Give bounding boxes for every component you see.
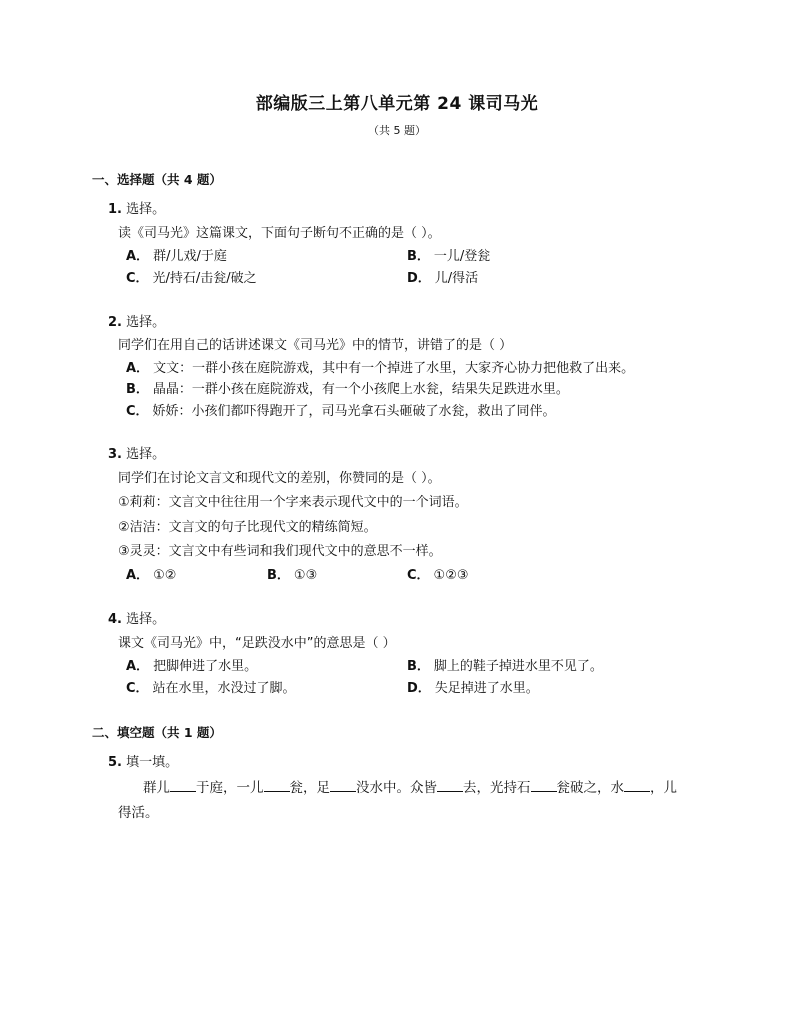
fill-in-passage-end: 得活。 (118, 805, 159, 821)
page-title: 部编版三上第八单元第 24 课司马光 (255, 94, 539, 114)
question-3-statement-2: ②洁洁：文言文的句子比现代文的精练简短。 (118, 520, 377, 535)
question-1-option-a (126, 245, 227, 264)
question-2-header (108, 311, 165, 330)
question-count: （共 5 题） (368, 124, 426, 137)
passage-segment: 群儿 (143, 780, 170, 796)
option-text: 娇娇：小孩们都吓得跑开了，司马光拿石头砸破了水瓮，救出了同伴。 (152, 404, 556, 419)
option-letter: D． (407, 271, 431, 286)
passage-segment: ，儿 (650, 780, 677, 796)
question-3-statement-1: ①莉莉：文言文中往往用一个字来表示现代文中的一个词语。 (118, 495, 468, 510)
passage-segment: 瓮，足 (289, 780, 330, 796)
section-heading-fill: 二、填空题（共 1 题） (92, 725, 222, 740)
passage-segment: 去，光持石 (463, 780, 531, 796)
question-4-stem: 课文《司马光》中，“足跌没水中”的意思是（ ） (118, 636, 396, 651)
question-3-statement-3: ③灵灵：文言文中有些词和我们现代文中的意思不一样。 (118, 544, 442, 559)
option-letter: C． (126, 681, 149, 696)
option-text: 把脚伸进了水里。 (153, 659, 258, 674)
question-1-option-c (126, 267, 257, 286)
fill-in-passage (143, 776, 677, 796)
option-letter: A． (126, 249, 150, 264)
question-1-option-b (407, 245, 490, 264)
option-text: ①②③ (433, 568, 469, 583)
option-letter: B． (267, 568, 290, 583)
question-number: 2. (108, 315, 122, 330)
option-text: ①② (153, 568, 177, 583)
blank-field[interactable] (264, 777, 290, 792)
question-2-option-c (126, 400, 556, 419)
option-letter: A． (126, 361, 150, 376)
blank-field[interactable] (330, 777, 356, 792)
question-3-stem: 同学们在讨论文言文和现代文的差别，你赞同的是（ ）。 (118, 471, 441, 486)
question-type: 填一填。 (126, 755, 179, 770)
option-text: 脚上的鞋子掉进水里不见了。 (433, 659, 603, 674)
option-letter: B． (126, 382, 149, 397)
question-4-option-a (126, 655, 257, 674)
question-3-header (108, 443, 165, 462)
question-4-option-d (407, 677, 539, 696)
passage-segment: 没水中。众皆 (356, 780, 437, 796)
blank-field[interactable] (170, 777, 196, 792)
question-number: 1. (108, 202, 122, 217)
question-number: 5. (108, 755, 122, 770)
option-text: ①③ (293, 568, 318, 583)
option-text: 一儿/登瓮 (433, 249, 491, 264)
question-4-option-c (126, 677, 296, 696)
option-letter: B． (407, 659, 430, 674)
question-4-header (108, 608, 165, 627)
option-text: 失足掉进了水里。 (434, 681, 539, 696)
option-letter: D． (407, 681, 431, 696)
blank-field[interactable] (624, 777, 650, 792)
option-text: 晶晶：一群小孩在庭院游戏，有一个小孩爬上水瓮，结果失足跌进水里。 (152, 382, 569, 397)
question-1-header (108, 198, 165, 217)
question-4-option-b (407, 655, 603, 674)
question-1-option-d (407, 267, 478, 286)
question-5-header (108, 751, 178, 770)
question-3-option-c (407, 564, 469, 583)
question-number: 3. (108, 447, 122, 462)
question-3-option-b (267, 564, 317, 583)
option-text: 光/持石/击瓮/破之 (152, 271, 257, 286)
question-3-option-a (126, 564, 176, 583)
question-number: 4. (108, 612, 122, 627)
option-letter: C． (126, 404, 149, 419)
passage-segment: 于庭，一儿 (196, 780, 264, 796)
blank-field[interactable] (437, 777, 463, 792)
option-letter: B． (407, 249, 430, 264)
option-text: 群/儿戏/于庭 (153, 249, 227, 264)
question-1-stem: 读《司马光》这篇课文，下面句子断句不正确的是（ ）。 (118, 226, 441, 241)
question-2-stem: 同学们在用自己的话讲述课文《司马光》中的情节，讲错了的是（ ） (118, 338, 513, 353)
question-2-option-a (126, 357, 634, 376)
question-2-option-b (126, 378, 569, 397)
question-type: 选择。 (126, 315, 166, 330)
option-letter: C． (407, 568, 430, 583)
option-text: 文文：一群小孩在庭院游戏，其中有一个掉进了水里，大家齐心协力把他救了出来。 (153, 361, 635, 376)
option-text: 站在水里，水没过了脚。 (152, 681, 296, 696)
passage-segment: 瓮破之，水 (556, 780, 624, 796)
option-letter: A． (126, 659, 150, 674)
section-heading-choice: 一、选择题（共 4 题） (92, 172, 222, 187)
question-type: 选择。 (126, 202, 166, 217)
option-text: 儿/得活 (434, 271, 479, 286)
option-letter: C． (126, 271, 149, 286)
option-letter: A． (126, 568, 150, 583)
blank-field[interactable] (531, 777, 557, 792)
question-type: 选择。 (126, 447, 166, 462)
question-type: 选择。 (126, 612, 166, 627)
